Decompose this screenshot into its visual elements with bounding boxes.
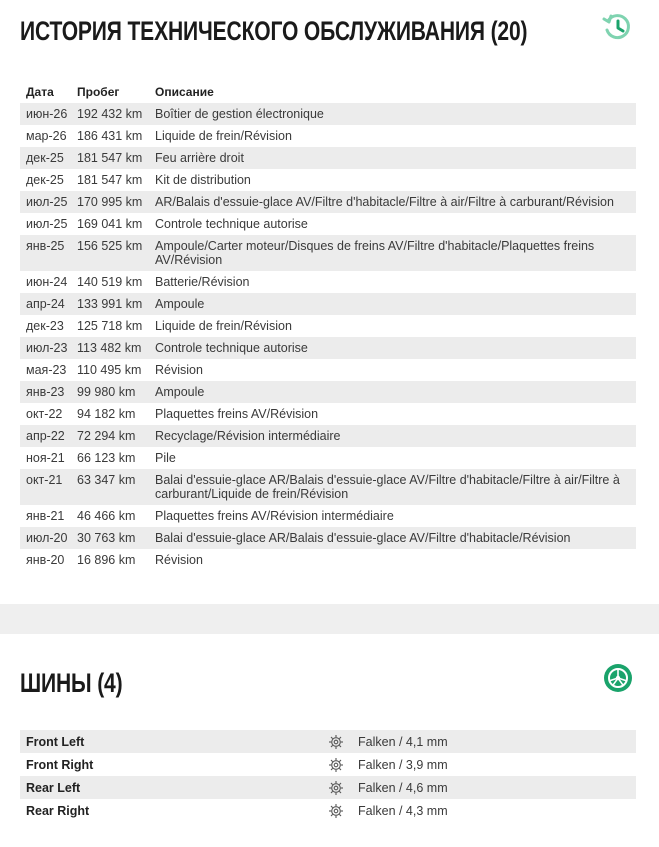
table-row: [20, 381, 636, 403]
row-mileage: 99 980 km: [77, 385, 136, 399]
gear-icon: [328, 780, 358, 796]
row-date: ноя-21: [26, 451, 65, 465]
row-mileage: 46 466 km: [77, 509, 136, 523]
table-row: [20, 235, 636, 271]
row-mileage: 63 347 km: [77, 473, 136, 487]
tyre-position: Rear Left: [26, 780, 81, 795]
table-row: [20, 213, 636, 235]
table-row: [20, 315, 636, 337]
table-row: [20, 447, 636, 469]
row-date: апр-24: [26, 297, 65, 311]
table-row: [20, 425, 636, 447]
row-description: Balai d'essuie-glace AR/Balais d'essuie-glace AV/Filtre d'habitacle/Filtre à air/Filtre à carburant/Liquide de frein/Révision: [155, 473, 620, 501]
tyres-section: [0, 634, 659, 847]
row-date: мар-26: [26, 129, 67, 143]
row-mileage: 110 495 km: [77, 363, 142, 377]
column-mileage: Пробег: [77, 85, 120, 99]
table-row: [20, 191, 636, 213]
row-mileage: 170 995 km: [77, 195, 143, 209]
maintenance-history-title: ИСТОРИЯ ТЕХНИЧЕСКОГО ОБСЛУЖИВАНИЯ (20): [20, 16, 528, 46]
row-description: Controle technique autorise: [155, 217, 308, 231]
tyre-value: Falken / 4,6 mm: [358, 780, 448, 795]
wheel-icon[interactable]: [603, 663, 633, 693]
table-header: [20, 81, 636, 103]
row-description: Liquide de frein/Révision: [155, 319, 292, 333]
row-date: янв-20: [26, 553, 65, 567]
table-row: [20, 337, 636, 359]
column-description: Описание: [155, 85, 214, 99]
row-date: янв-23: [26, 385, 65, 399]
table-row: [20, 469, 636, 505]
row-date: июл-23: [26, 341, 68, 355]
row-mileage: 72 294 km: [77, 429, 136, 443]
row-date: апр-22: [26, 429, 65, 443]
tyres-table: [20, 730, 636, 822]
row-date: июл-25: [26, 195, 68, 209]
row-mileage: 192 432 km: [77, 107, 143, 121]
row-description: Ampoule: [155, 385, 205, 399]
tyre-row: [20, 730, 636, 753]
table-row: [20, 505, 636, 527]
row-description: Balai d'essuie-glace AR/Balais d'essuie-glace AV/Filtre d'habitacle/Révision: [155, 531, 571, 545]
table-row: [20, 359, 636, 381]
table-row: [20, 169, 636, 191]
row-description: Feu arrière droit: [155, 151, 244, 165]
column-date: Дата: [26, 85, 54, 99]
row-mileage: 66 123 km: [77, 451, 136, 465]
row-description: AR/Balais d'essuie-glace AV/Filtre d'habitacle/Filtre à air/Filtre à carburant/Révision: [155, 195, 614, 209]
maintenance-table: [20, 81, 636, 571]
row-description: Kit de distribution: [155, 173, 251, 187]
row-description: Controle technique autorise: [155, 341, 308, 355]
table-row: [20, 125, 636, 147]
row-description: Révision: [155, 363, 203, 377]
row-mileage: 16 896 km: [77, 553, 136, 567]
table-row: [20, 527, 636, 549]
row-mileage: 181 547 km: [77, 173, 143, 187]
row-date: июн-24: [26, 275, 68, 289]
section-divider: [0, 604, 659, 634]
row-mileage: 156 525 km: [77, 239, 143, 253]
table-row: [20, 271, 636, 293]
table-row: [20, 147, 636, 169]
row-date: июл-20: [26, 531, 68, 545]
history-icon[interactable]: [602, 12, 632, 42]
tyre-value: Falken / 4,1 mm: [358, 734, 448, 749]
tyre-position: Front Right: [26, 757, 94, 772]
row-date: янв-25: [26, 239, 65, 253]
table-row: [20, 549, 636, 571]
row-date: июн-26: [26, 107, 68, 121]
row-mileage: 133 991 km: [77, 297, 143, 311]
row-mileage: 186 431 km: [77, 129, 143, 143]
row-date: мая-23: [26, 363, 67, 377]
tyre-row: [20, 753, 636, 776]
tyre-row: [20, 776, 636, 799]
row-date: окт-22: [26, 407, 63, 421]
row-description: Ampoule: [155, 297, 205, 311]
row-date: дек-25: [26, 151, 64, 165]
tyres-title: ШИНЫ (4): [20, 668, 123, 698]
row-date: окт-21: [26, 473, 63, 487]
row-mileage: 125 718 km: [77, 319, 143, 333]
tyre-row: [20, 799, 636, 822]
row-mileage: 30 763 km: [77, 531, 136, 545]
table-body: [20, 103, 636, 571]
row-description: Liquide de frein/Révision: [155, 129, 292, 143]
row-date: янв-21: [26, 509, 65, 523]
row-mileage: 113 482 km: [77, 341, 142, 355]
row-date: июл-25: [26, 217, 68, 231]
gear-icon: [328, 803, 358, 819]
tyre-value: Falken / 4,3 mm: [358, 803, 448, 818]
gear-icon: [328, 757, 358, 773]
row-description: Recyclage/Révision intermédiaire: [155, 429, 341, 443]
row-mileage: 140 519 km: [77, 275, 143, 289]
table-row: [20, 103, 636, 125]
row-date: дек-23: [26, 319, 64, 333]
row-description: Révision: [155, 553, 203, 567]
row-description: Plaquettes freins AV/Révision: [155, 407, 319, 421]
row-description: Boîtier de gestion électronique: [155, 107, 324, 121]
row-description: Batterie/Révision: [155, 275, 250, 289]
row-date: дек-25: [26, 173, 64, 187]
row-description: Ampoule/Carter moteur/Disques de freins AV/Filtre d'habitacle/Plaquettes freins AV/Révision: [155, 239, 595, 267]
table-row: [20, 293, 636, 315]
row-mileage: 94 182 km: [77, 407, 136, 421]
row-description: Plaquettes freins AV/Révision intermédiaire: [155, 509, 394, 523]
tyre-position: Rear Right: [26, 803, 90, 818]
row-description: Pile: [155, 451, 176, 465]
tyre-value: Falken / 3,9 mm: [358, 757, 448, 772]
row-mileage: 181 547 km: [77, 151, 143, 165]
table-row: [20, 403, 636, 425]
gear-icon: [328, 734, 358, 750]
tyre-position: Front Left: [26, 734, 85, 749]
row-mileage: 169 041 km: [77, 217, 143, 231]
